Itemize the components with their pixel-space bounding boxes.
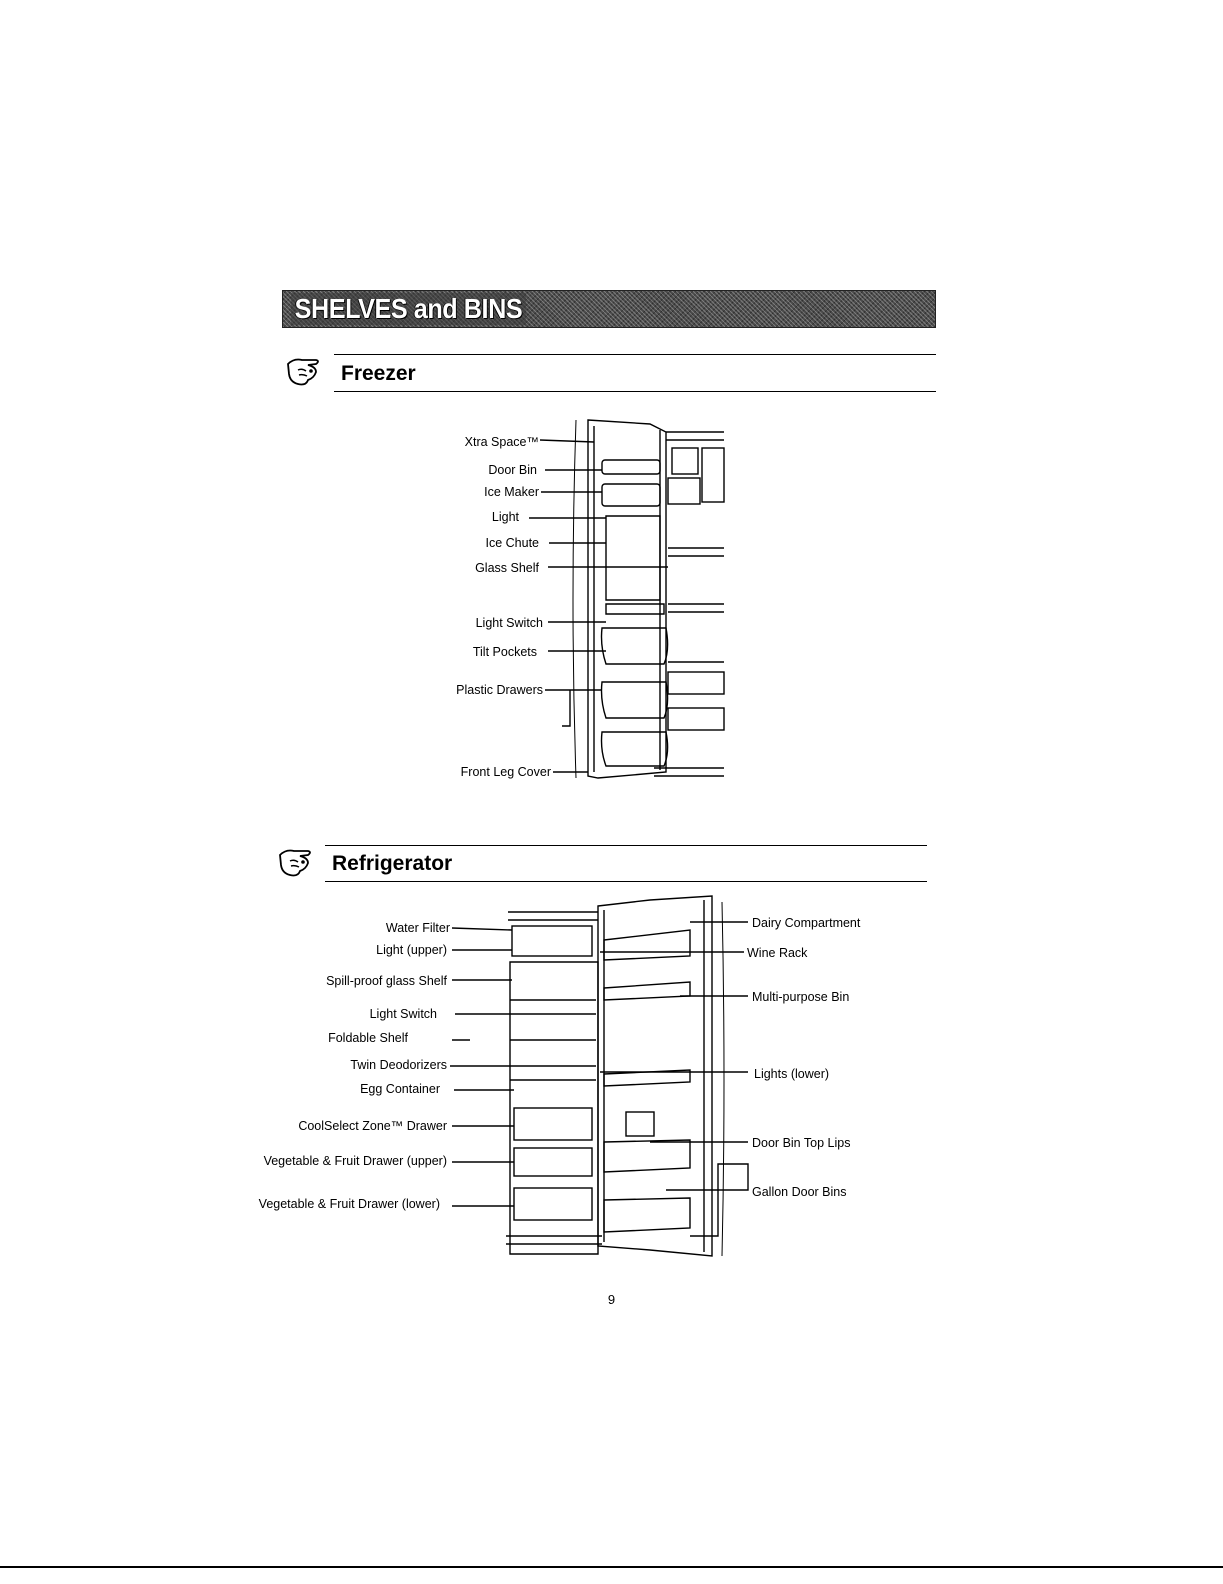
label-wine-rack: Wine Rack bbox=[747, 946, 808, 960]
label-light-upper: Light (upper) bbox=[376, 943, 447, 957]
freezer-title: Freezer bbox=[341, 362, 416, 385]
label-plastic-drawers: Plastic Drawers bbox=[456, 683, 543, 697]
label-door-bin: Door Bin bbox=[488, 463, 537, 477]
bottom-rule bbox=[0, 1566, 1223, 1568]
label-door-bin-top-lips: Door Bin Top Lips bbox=[752, 1136, 851, 1150]
label-glass-shelf: Glass Shelf bbox=[475, 561, 539, 575]
label-xtra-space: Xtra Space™ bbox=[464, 435, 539, 449]
label-ice-maker: Ice Maker bbox=[484, 485, 539, 499]
label-light-switch: Light Switch bbox=[475, 616, 543, 630]
label-front-leg-cover: Front Leg Cover bbox=[460, 765, 551, 779]
label-light: Light bbox=[491, 510, 519, 524]
refrigerator-illustration bbox=[450, 896, 748, 1256]
label-vegetable-fruit-drawer-lower: Vegetable & Fruit Drawer (lower) bbox=[258, 1197, 440, 1211]
label-coolselect-zone-drawer: CoolSelect Zone™ Drawer bbox=[298, 1119, 447, 1133]
freezer-illustration bbox=[529, 420, 724, 778]
label-egg-container: Egg Container bbox=[360, 1082, 440, 1096]
label-foldable-shelf: Foldable Shelf bbox=[328, 1031, 408, 1045]
label-water-filter: Water Filter bbox=[385, 921, 450, 935]
label-gallon-door-bins: Gallon Door Bins bbox=[752, 1185, 847, 1199]
label-lights-lower: Lights (lower) bbox=[754, 1067, 830, 1081]
label-spill-proof-glass-shelf: Spill-proof glass Shelf bbox=[326, 974, 447, 988]
label-dairy-compartment: Dairy Compartment bbox=[752, 916, 861, 930]
label-light-switch-fridge: Light Switch bbox=[369, 1007, 437, 1021]
page-number: 9 bbox=[607, 1292, 616, 1307]
label-multi-purpose-bin: Multi-purpose Bin bbox=[752, 990, 850, 1004]
banner-title: SHELVES and BINS bbox=[291, 293, 526, 325]
label-twin-deodorizers: Twin Deodorizers bbox=[350, 1058, 447, 1072]
label-vegetable-fruit-drawer-upper: Vegetable & Fruit Drawer (upper) bbox=[263, 1154, 447, 1168]
label-ice-chute: Ice Chute bbox=[485, 536, 539, 550]
refrigerator-title: Refrigerator bbox=[332, 852, 453, 875]
label-tilt-pockets: Tilt Pockets bbox=[472, 645, 537, 659]
